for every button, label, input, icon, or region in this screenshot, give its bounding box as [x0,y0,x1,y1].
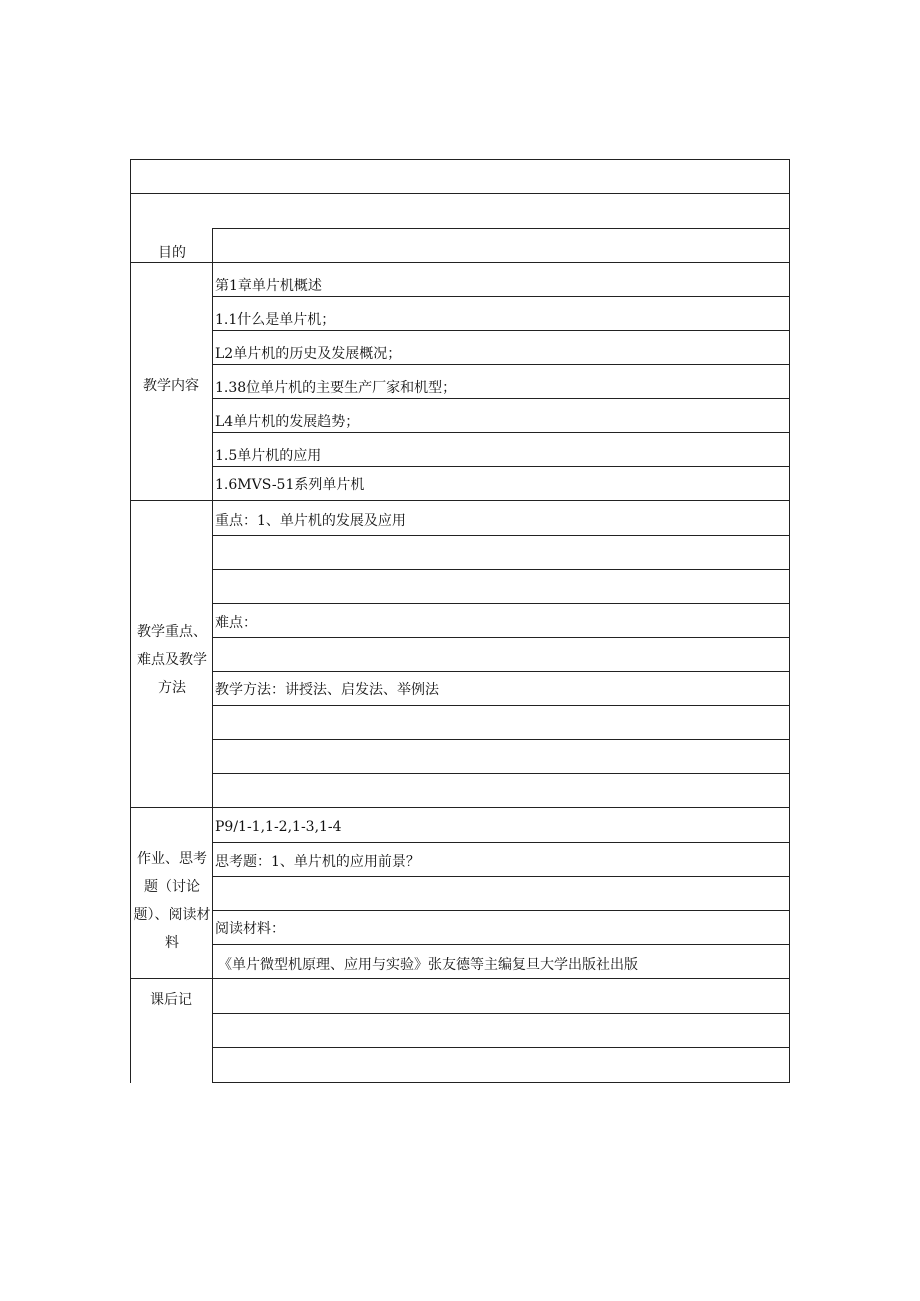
content-item-1-4: L4单片机的发展趋势； [215,414,360,430]
inner-line [212,1013,790,1014]
row-divider-1 [130,193,790,194]
inner-line [212,432,790,433]
inner-line [212,1047,790,1048]
reading-material-label: 阅读材料： [215,921,285,937]
objective-label: 目的 [158,245,186,261]
content-item-1-2: L2单片机的历史及发展概况； [215,346,402,362]
content-item-1-5: 1.5单片机的应用 [215,448,322,464]
row-divider-homework [130,978,790,979]
inner-line [212,637,790,638]
key-point-text: 重点：1、单片机的发展及应用 [215,513,406,529]
homework-label: 作业、思考题（讨论题）、阅读材料 [133,851,211,951]
inner-line [212,228,790,229]
inner-line [212,671,790,672]
inner-line [212,910,790,911]
homework-exercises: P9/1-1,1-2,1-3,1-4 [215,819,342,835]
inner-column-divider [212,228,213,1083]
inner-line [212,364,790,365]
reflection-label: 课后记 [150,992,192,1008]
outer-top-border [130,159,790,160]
teaching-method-text: 教学方法：讲授法、启发法、举例法 [215,682,439,698]
row-divider-objective [130,262,790,263]
inner-line [212,535,790,536]
inner-line [212,569,790,570]
inner-line [212,773,790,774]
difficulty-text: 难点： [215,615,257,631]
content-item-1-6: 1.6MVS-51系列单片机 [215,477,365,493]
inner-line [212,603,790,604]
inner-line [212,944,790,945]
content-label: 教学内容 [143,378,199,394]
discussion-question: 思考题：1、单片机的应用前景？ [215,854,420,870]
method-label: 教学重点、难点及教学方法 [137,624,207,696]
outer-left-border [130,159,131,1083]
inner-bottom-line [212,1082,790,1083]
inner-line [212,296,790,297]
content-item-chapter: 第1章单片机概述 [215,278,322,294]
inner-line [212,876,790,877]
content-item-1-1: 1.1什么是单片机； [215,312,336,328]
inner-line [212,398,790,399]
inner-line [212,705,790,706]
inner-line [212,739,790,740]
inner-line [212,842,790,843]
inner-line [212,466,790,467]
reading-material-book: 《单片微型机原理、应用与实验》张友德等主编复旦大学出版社出版 [218,957,638,973]
content-item-1-3: 1.38位单片机的主要生产厂家和机型； [215,380,457,396]
row-divider-method [130,807,790,808]
inner-line [212,330,790,331]
row-divider-content [130,500,790,501]
